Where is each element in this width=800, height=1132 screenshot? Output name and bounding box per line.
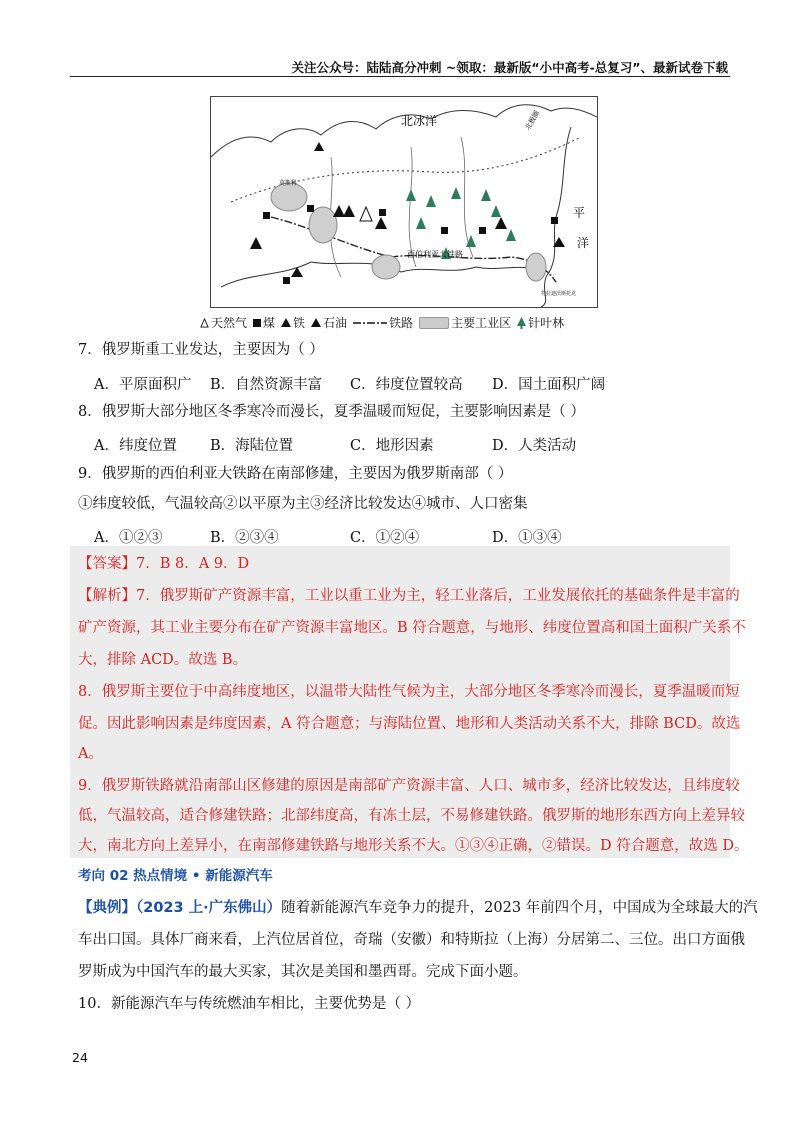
industrial-zone-moscow <box>271 183 307 211</box>
gas-icon <box>200 318 209 328</box>
legend-gas-label: 天然气 <box>211 316 248 330</box>
legend-coal-label: 煤 <box>263 316 276 330</box>
option-b: B．自然资源丰富 <box>210 377 323 393</box>
industrial-zone-far-east <box>526 253 546 281</box>
analysis-label: 【解析】 <box>78 588 136 604</box>
header-divider <box>70 76 730 77</box>
question-7-stem: 7．俄罗斯重工业发达，主要因为（ ） <box>78 342 324 358</box>
example-line-1 <box>78 898 758 918</box>
analysis-line-3: 大，排除 ACD。故选 B。 <box>78 652 248 668</box>
analysis-line-9: 大，南北方向上差异小，在南部修建铁路与地形关系不大。①③④正确，②错误。D 符合题意，故选 D。 <box>78 838 749 854</box>
analysis-line-5: 促。因此影响因素是纬度因素，A 符合题意；与海陆位置、地形和人类活动关系不大，排除 BCD。故选 <box>78 716 741 732</box>
map-label-moscow: 莫斯科 <box>279 180 298 187</box>
analysis-line-2: 矿产资源，其工业主要分布在矿产资源丰富地区。B 符合题意，与地形、纬度位置高和国土面积广关系不 <box>78 620 746 636</box>
oil-icon <box>311 318 321 327</box>
legend-iron-label: 铁 <box>293 316 306 330</box>
example-text: 随着新能源汽车竞争力的提升，2023 年前四个月，中国成为全球最大的汽 <box>281 900 758 916</box>
answer-label: 【答案】 <box>78 556 136 572</box>
analysis-text: 7．俄罗斯矿产资源丰富，工业以重工业为主，轻工业落后，工业发展依托的基础条件是丰富的 <box>136 588 740 604</box>
example-source: （2023 上·广东佛山） <box>136 900 282 916</box>
coal-icon <box>253 319 261 327</box>
tree-icon <box>517 317 526 329</box>
iron-symbol <box>314 142 324 151</box>
map-label-railway: 西伯利亚大铁路 <box>407 250 463 259</box>
legend-railway-label: 铁路 <box>389 316 414 330</box>
analysis-line-8: 低，气温较高，适合修建铁路；北部纬度高，有冻土层，不易修建铁路。俄罗斯的地形东西方向上差异较 <box>78 808 745 824</box>
map-legend <box>200 314 566 331</box>
answer-text: 7．B 8．A 9．D <box>136 556 250 572</box>
legend-oil <box>311 314 347 331</box>
legend-iron <box>281 314 305 331</box>
question-9-statements: ①纬度较低，气温较高②以平原为主③经济比较发达④城市、人口密集 <box>78 496 528 512</box>
option-a: A．①②③ <box>94 530 163 546</box>
option-c: C．纬度位置较高 <box>350 377 463 393</box>
example-line-2: 车出口国。具体厂商来看，上汽位居首位，奇瑞（安徽）和特斯拉（上海）分居第二、三位。出口方面俄 <box>78 932 745 948</box>
legend-forest <box>517 314 564 331</box>
map-river-2 <box>409 147 416 267</box>
coal-symbol <box>379 209 386 216</box>
gas-symbol <box>360 207 372 221</box>
option-a: A．纬度位置 <box>94 438 177 454</box>
coal-symbol <box>307 205 314 212</box>
coal-symbol <box>551 217 558 224</box>
page-header: 关注公众号：陆陆高分冲刺 ~领取：最新版“小中高考-总复习”、最新试卷下载 <box>291 60 728 75</box>
example-label: 【典例】 <box>78 900 136 916</box>
option-a: A．平原面积广 <box>94 377 192 393</box>
legend-industrial-zone <box>419 314 511 331</box>
map-label-vladivostok: 符拉迪沃斯托克 <box>541 291 577 297</box>
legend-industrial-zone-label: 主要工业区 <box>451 316 512 330</box>
coal-symbol <box>479 227 486 234</box>
option-b: B．②③④ <box>210 530 279 546</box>
iron-icon <box>281 318 291 327</box>
map-label-arctic-circle: 北极圈 <box>523 109 542 132</box>
oil-symbol <box>375 217 387 229</box>
option-b: B．海陆位置 <box>210 438 294 454</box>
coal-symbol <box>441 227 448 234</box>
industrial-zone-icon <box>419 317 449 329</box>
coal-symbol <box>283 277 290 284</box>
map-label-pacific-2: 洋 <box>577 236 590 250</box>
railway-icon <box>353 319 387 327</box>
legend-oil-label: 石油 <box>323 316 348 330</box>
analysis-line-7: 9．俄罗斯铁路就沿南部山区修建的原因是南部矿产资源丰富、人口、城市多，经济比较发达，且纬度较 <box>78 778 740 794</box>
option-d: D．人类活动 <box>492 438 577 454</box>
page-number: 24 <box>72 1050 88 1065</box>
map-svg <box>211 97 597 307</box>
option-c: C．①②④ <box>350 530 420 546</box>
iron-symbol <box>250 237 262 249</box>
map-label-pacific-1: 平 <box>573 206 586 220</box>
answer-line <box>78 554 249 574</box>
legend-gas <box>200 314 247 331</box>
oil-symbol <box>333 205 345 217</box>
russia-resource-map <box>210 96 598 308</box>
question-10-stem: 10．新能源汽车与传统燃油车相比，主要优势是（ ） <box>78 996 421 1012</box>
oil-symbol <box>343 205 355 217</box>
analysis-line-6: A。 <box>78 746 103 762</box>
coal-symbol <box>263 212 270 219</box>
analysis-line-1 <box>78 586 740 606</box>
legend-coal <box>253 314 275 331</box>
legend-railway <box>353 314 413 331</box>
option-d: D．国土面积广阔 <box>492 377 606 393</box>
legend-forest-label: 针叶林 <box>528 316 565 330</box>
option-d: D．①③④ <box>492 530 562 546</box>
industrial-zone-urals <box>309 207 337 243</box>
industrial-zone-siberia <box>372 255 400 279</box>
example-line-3: 罗斯成为中国汽车的最大买家，其次是美国和墨西哥。完成下面小题。 <box>78 964 528 980</box>
option-c: C．地形因素 <box>350 438 434 454</box>
question-9-stem: 9．俄罗斯的西伯利亚大铁路在南部修建，主要因为俄罗斯南部（ ） <box>78 466 513 482</box>
oil-symbol <box>495 217 507 229</box>
map-label-arctic-ocean: 北冰洋 <box>401 114 438 128</box>
section-title: 考向 02 热点情境 • 新能源汽车 <box>78 868 273 884</box>
analysis-line-4: 8．俄罗斯主要位于中高纬度地区，以温带大陆性气候为主，大部分地区冬季寒冷而漫长，夏季温暖而短 <box>78 684 740 700</box>
question-8-stem: 8．俄罗斯大部分地区冬季寒冷而漫长，夏季温暖而短促，主要影响因素是（ ） <box>78 404 585 420</box>
